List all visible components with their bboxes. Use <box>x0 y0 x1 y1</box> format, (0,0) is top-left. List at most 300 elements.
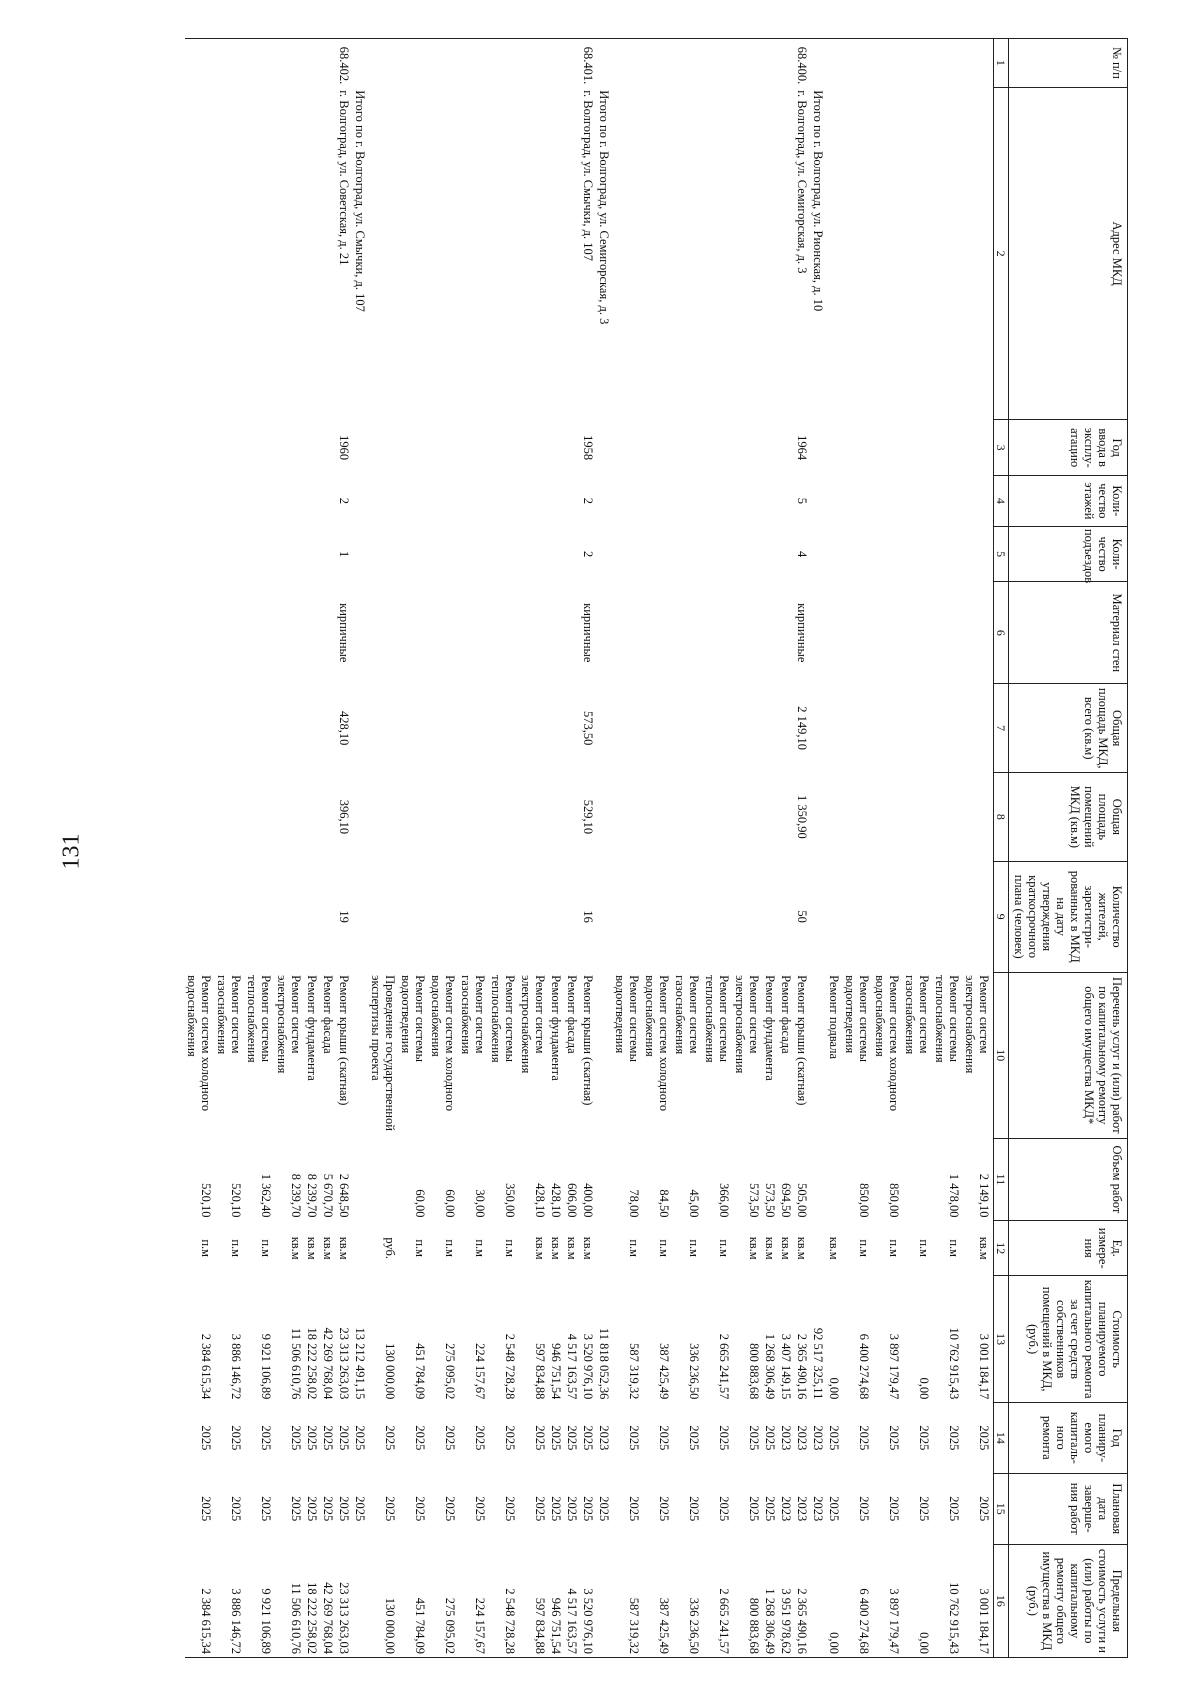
column-number-1: 1 <box>994 39 1009 88</box>
work-volume: 45,00 <box>687 1189 701 1218</box>
row-number <box>977 42 991 84</box>
work-cost: 2 548 728,28 <box>503 1333 517 1400</box>
work-name: Ремонт крыши (скатная) <box>337 975 351 1106</box>
table-row <box>733 39 763 1658</box>
work-end-year: 2025 <box>687 1496 701 1522</box>
work-unit: п.м <box>259 1239 273 1258</box>
total-cost: 11 818 052,36 <box>597 1327 611 1400</box>
entrances: 2 <box>581 550 595 558</box>
work-name: Ремонт систем холодного водоснабжения <box>429 975 457 1112</box>
page-number: 131 <box>58 833 85 870</box>
work-limit: 597 834,88 <box>533 1597 547 1654</box>
work-volume <box>827 1141 841 1217</box>
wall-material <box>977 585 991 681</box>
work-limit: 0,00 <box>827 1632 841 1654</box>
work-unit: кв.м <box>827 1236 841 1260</box>
area-rooms <box>977 776 991 859</box>
table-row <box>321 39 337 1658</box>
work-end-year: 2023 <box>795 1496 809 1522</box>
work-name: Ремонт системы теплоснабжения <box>245 975 273 1063</box>
work-volume: 1 478,00 <box>947 1173 961 1218</box>
work-end-year: 2025 <box>747 1496 761 1522</box>
work-plan-year: 2025 <box>857 1425 871 1451</box>
work-plan-year: 2025 <box>581 1425 595 1451</box>
work-name: Ремонт системы теплоснабжения <box>703 975 731 1063</box>
table-row <box>673 39 703 1658</box>
work-end-year: 2025 <box>305 1496 319 1522</box>
total-row <box>597 39 613 1658</box>
area-total <box>977 687 991 770</box>
work-plan-year: 2025 <box>977 1425 991 1451</box>
work-cost: 800 883,68 <box>747 1343 761 1400</box>
area-rooms: 396,10 <box>337 799 351 835</box>
column-header-8: Общая площадь помещений МКД (кв.м) <box>1009 773 1128 862</box>
work-limit: 2 548 728,28 <box>503 1588 517 1654</box>
work-unit: кв.м <box>321 1236 335 1260</box>
total-cost: 92 517 325,11 <box>811 1327 825 1400</box>
work-cost: 18 222 258,02 <box>305 1327 319 1400</box>
work-plan-year: 2025 <box>549 1425 563 1451</box>
work-limit: 9 921 106,89 <box>259 1588 273 1654</box>
table-row <box>429 39 459 1658</box>
table-row <box>565 39 581 1658</box>
work-end-year: 2025 <box>857 1496 871 1522</box>
work-limit: 3 886 146,72 <box>229 1588 243 1654</box>
column-header-11: Объем работ <box>1009 1138 1128 1220</box>
column-number-13: 13 <box>994 1276 1009 1402</box>
work-limit: 130 000,00 <box>383 1597 397 1654</box>
wall-material: кирпичные <box>795 603 809 663</box>
table-row <box>399 39 429 1658</box>
column-number-15: 15 <box>994 1473 1009 1544</box>
row-number: 68.400. <box>795 46 809 85</box>
work-cost: 224 157,67 <box>473 1343 487 1400</box>
table-row <box>185 39 215 1658</box>
column-number-2: 2 <box>994 87 1009 420</box>
work-limit: 387 425,49 <box>657 1597 671 1654</box>
work-cost: 3 407 149,15 <box>779 1333 793 1400</box>
work-plan-year: 2025 <box>887 1425 901 1451</box>
work-plan-year: 2025 <box>337 1425 351 1451</box>
work-name: Ремонт систем электроснабжения <box>519 975 547 1074</box>
column-number-5: 5 <box>994 526 1009 581</box>
work-volume: 2 648,50 <box>337 1173 351 1218</box>
work-name: Ремонт систем электроснабжения <box>733 975 761 1074</box>
work-plan-year: 2025 <box>321 1425 335 1451</box>
floors: 2 <box>337 497 351 504</box>
column-number-10: 10 <box>994 972 1009 1138</box>
table-row <box>519 39 549 1658</box>
work-cost: 587 319,32 <box>627 1343 641 1400</box>
work-unit: кв.м <box>763 1236 777 1260</box>
total-plan-year: 2025 <box>353 1425 367 1451</box>
work-limit: 224 157,67 <box>473 1597 487 1654</box>
column-number-3: 3 <box>994 420 1009 475</box>
work-limit: 3 897 179,47 <box>887 1588 901 1654</box>
address: г. Волгоград, ул. Смычки, д. 107 <box>581 90 595 262</box>
work-unit: п.м <box>917 1239 931 1258</box>
work-limit: 336 236,50 <box>687 1597 701 1654</box>
work-volume: 573,50 <box>763 1183 777 1218</box>
table-row <box>703 39 733 1658</box>
table-row <box>903 39 933 1658</box>
work-cost: 3 886 146,72 <box>229 1333 243 1400</box>
work-cost: 6 400 274,68 <box>857 1333 871 1400</box>
wall-material: кирпичные <box>337 603 351 663</box>
work-cost: 23 313 263,03 <box>337 1327 351 1400</box>
entrances: 4 <box>795 550 809 558</box>
work-name: Ремонт систем газоснабжения <box>673 975 701 1055</box>
work-end-year: 2025 <box>199 1496 213 1522</box>
work-unit: п.м <box>443 1239 457 1258</box>
work-plan-year: 2025 <box>413 1425 427 1451</box>
work-limit: 451 784,09 <box>413 1597 427 1654</box>
total-plan-year: 2023 <box>597 1425 611 1451</box>
work-volume: 8 239,70 <box>305 1173 319 1218</box>
work-unit: кв.м <box>533 1236 547 1260</box>
work-limit: 4 517 163,57 <box>565 1588 579 1654</box>
work-limit: 3 951 978,62 <box>779 1588 793 1654</box>
work-cost: 275 095,02 <box>443 1343 457 1400</box>
work-end-year: 2025 <box>413 1496 427 1522</box>
column-header-10: Перечень услуг и (или) работ по капитальному ремонту общего имущества МКД* <box>1009 972 1128 1138</box>
work-unit: кв.м <box>289 1236 303 1260</box>
table-row <box>581 39 597 1658</box>
work-volume: 520,10 <box>229 1183 243 1218</box>
work-plan-year: 2025 <box>533 1425 547 1451</box>
work-unit: п.м <box>657 1239 671 1258</box>
table-row <box>763 39 779 1658</box>
work-name: Ремонт фундамента <box>305 975 319 1081</box>
work-name: Ремонт фасада <box>779 975 793 1054</box>
work-volume: 428,10 <box>549 1183 563 1218</box>
work-plan-year: 2023 <box>779 1425 793 1451</box>
capital-repair-table <box>185 38 1128 1658</box>
work-volume: 694,50 <box>779 1183 793 1218</box>
work-volume: 400,00 <box>581 1183 595 1218</box>
work-cost: 451 784,09 <box>413 1343 427 1400</box>
table-row <box>873 39 903 1658</box>
work-end-year: 2025 <box>229 1496 243 1522</box>
work-plan-year: 2025 <box>473 1425 487 1451</box>
work-plan-year: 2025 <box>259 1425 273 1451</box>
table-row <box>827 39 843 1658</box>
work-cost: 2 665 241,57 <box>717 1333 731 1400</box>
column-number-7: 7 <box>994 684 1009 773</box>
work-plan-year: 2025 <box>687 1425 701 1451</box>
work-name: Ремонт фундамента <box>763 975 777 1081</box>
work-end-year: 2025 <box>657 1496 671 1522</box>
work-unit: п.м <box>887 1239 901 1258</box>
work-volume: 60,00 <box>443 1189 457 1218</box>
work-end-year: 2025 <box>289 1496 303 1522</box>
work-name: Ремонт фасада <box>565 975 579 1054</box>
residents <box>977 864 991 969</box>
work-cost: 597 834,88 <box>533 1343 547 1400</box>
work-cost: 946 751,54 <box>549 1343 563 1400</box>
floors: 5 <box>795 497 809 504</box>
work-limit: 23 313 263,03 <box>337 1582 351 1654</box>
work-name: Ремонт крыши (скатная) <box>581 975 595 1106</box>
work-end-year: 2025 <box>917 1496 931 1522</box>
column-header-1: № п/п <box>1009 39 1128 88</box>
work-unit: п.м <box>473 1239 487 1258</box>
work-cost: 11 506 610,76 <box>289 1327 303 1400</box>
work-plan-year: 2025 <box>763 1425 777 1451</box>
work-plan-year: 2025 <box>383 1425 397 1451</box>
work-plan-year: 2025 <box>947 1425 961 1451</box>
table-row <box>843 39 873 1658</box>
address <box>977 90 991 417</box>
table-row <box>643 39 673 1658</box>
work-limit: 800 883,68 <box>747 1597 761 1654</box>
work-end-year: 2025 <box>827 1496 841 1522</box>
work-name: Ремонт систем газоснабжения <box>459 975 487 1055</box>
table-row <box>305 39 321 1658</box>
work-name: Ремонт фасада <box>321 975 335 1054</box>
work-end-year: 2025 <box>887 1496 901 1522</box>
work-volume: 520,10 <box>199 1183 213 1218</box>
work-limit: 587 319,32 <box>627 1597 641 1654</box>
work-name: Ремонт подвала <box>827 975 841 1060</box>
work-plan-year: 2025 <box>443 1425 457 1451</box>
work-volume: 78,00 <box>627 1189 641 1218</box>
year-built: 1964 <box>795 435 809 461</box>
area-total: 573,50 <box>581 710 595 746</box>
area-rooms: 1 350,90 <box>795 795 809 839</box>
work-name: Ремонт крыши (скатная) <box>795 975 809 1106</box>
table-row <box>245 39 275 1658</box>
work-cost: 42 269 768,04 <box>321 1327 335 1400</box>
work-unit: п.м <box>503 1239 517 1258</box>
address: г. Волгоград, ул. Советская, д. 21 <box>337 90 351 266</box>
table-row <box>963 39 994 1658</box>
total-row <box>811 39 827 1658</box>
work-plan-year: 2025 <box>657 1425 671 1451</box>
work-limit: 0,00 <box>917 1632 931 1654</box>
work-unit: п.м <box>627 1239 641 1258</box>
work-unit: руб. <box>383 1237 397 1260</box>
residents: 16 <box>581 910 595 923</box>
work-unit: кв.м <box>549 1236 563 1260</box>
work-plan-year: 2023 <box>795 1425 809 1451</box>
work-unit: кв.м <box>337 1236 351 1260</box>
work-cost: 9 921 106,89 <box>259 1333 273 1400</box>
column-number-12: 12 <box>994 1220 1009 1275</box>
work-cost: 3 001 184,17 <box>977 1333 991 1400</box>
table-body <box>185 39 994 1658</box>
column-number-row <box>994 39 1009 1658</box>
row-number: 68.402. <box>337 46 351 85</box>
column-number-9: 9 <box>994 861 1009 972</box>
work-end-year: 2025 <box>581 1496 595 1522</box>
work-name: Ремонт систем электроснабжения <box>963 975 991 1074</box>
table-row <box>275 39 305 1658</box>
work-unit: кв.м <box>581 1236 595 1260</box>
work-unit: кв.м <box>977 1236 991 1260</box>
work-cost: 2 384 615,34 <box>199 1333 213 1400</box>
column-number-6: 6 <box>994 582 1009 684</box>
work-name: Ремонт системы теплоснабжения <box>489 975 517 1063</box>
work-name: Ремонт систем электроснабжения <box>275 975 303 1074</box>
work-end-year: 2025 <box>503 1496 517 1522</box>
work-name: Ремонт системы водоотведения <box>613 975 641 1062</box>
column-header-12: Ед. измере-ния <box>1009 1220 1128 1275</box>
column-number-14: 14 <box>994 1402 1009 1473</box>
work-name: Ремонт системы теплоснабжения <box>933 975 961 1063</box>
year-built <box>977 423 991 472</box>
work-volume: 606,00 <box>565 1183 579 1218</box>
column-number-11: 11 <box>994 1138 1009 1220</box>
work-end-year: 2025 <box>549 1496 563 1522</box>
column-header-13: Стоимость планируемого капитального ремонта за счет средств собственников помещений в МКД, (руб.) <box>1009 1276 1128 1402</box>
work-volume: 84,50 <box>657 1189 671 1218</box>
table-row <box>369 39 399 1658</box>
floors: 2 <box>581 497 595 504</box>
work-end-year: 2025 <box>565 1496 579 1522</box>
table-row <box>337 39 353 1658</box>
work-plan-year: 2025 <box>199 1425 213 1451</box>
table-row <box>613 39 643 1658</box>
work-name: Ремонт систем холодного водоснабжения <box>185 975 213 1112</box>
work-end-year: 2025 <box>977 1496 991 1522</box>
work-name: Ремонт систем газоснабжения <box>215 975 243 1055</box>
work-limit: 1 268 306,49 <box>763 1588 777 1654</box>
work-unit: кв.м <box>305 1236 319 1260</box>
work-cost: 4 517 163,57 <box>565 1333 579 1400</box>
total-end-year: 2023 <box>811 1496 825 1522</box>
year-built: 1958 <box>581 435 595 461</box>
work-plan-year: 2025 <box>289 1425 303 1451</box>
table-row <box>459 39 489 1658</box>
work-volume: 1 362,40 <box>259 1173 273 1218</box>
work-volume: 366,00 <box>717 1183 731 1218</box>
work-volume: 8 239,70 <box>289 1173 303 1218</box>
work-limit: 3 001 184,17 <box>977 1588 991 1654</box>
work-volume: 573,50 <box>747 1183 761 1218</box>
column-header-2: Адрес МКД <box>1009 87 1128 420</box>
work-volume: 5 670,70 <box>321 1173 335 1218</box>
work-cost: 2 365 490,16 <box>795 1333 809 1400</box>
column-header-5: Коли-чество подъездов <box>1009 526 1128 581</box>
work-unit: кв.м <box>779 1236 793 1260</box>
area-total: 428,10 <box>337 710 351 746</box>
table-row <box>779 39 795 1658</box>
column-header-4: Коли-чество этажей <box>1009 475 1128 526</box>
table-row <box>549 39 565 1658</box>
work-limit: 42 269 768,04 <box>321 1582 335 1654</box>
work-end-year: 2025 <box>443 1496 457 1522</box>
work-unit: кв.м <box>795 1236 809 1260</box>
rotated-table-sheet <box>78 38 1128 1658</box>
work-cost: 3 520 976,10 <box>581 1333 595 1400</box>
work-limit: 2 665 241,57 <box>717 1588 731 1654</box>
work-name: Ремонт систем холодного водоснабжения <box>873 975 901 1112</box>
column-number-16: 16 <box>994 1544 1009 1657</box>
work-cost: 1 268 306,49 <box>763 1333 777 1400</box>
work-unit: кв.м <box>747 1236 761 1260</box>
work-plan-year: 2025 <box>305 1425 319 1451</box>
work-plan-year: 2025 <box>717 1425 731 1451</box>
total-end-year: 2025 <box>597 1496 611 1522</box>
residents: 19 <box>337 910 351 923</box>
work-plan-year: 2025 <box>827 1425 841 1451</box>
work-cost: 130 000,00 <box>383 1343 397 1400</box>
work-unit: п.м <box>857 1239 871 1258</box>
work-limit: 6 400 274,68 <box>857 1588 871 1654</box>
residents: 50 <box>795 910 809 923</box>
work-end-year: 2025 <box>763 1496 777 1522</box>
work-name: Ремонт системы водоотведения <box>399 975 427 1062</box>
total-label: Итого по г. Волгоград, ул. Семигорская, д. 3 <box>597 90 611 325</box>
work-limit: 10 762 915,43 <box>947 1582 961 1654</box>
year-built: 1960 <box>337 435 351 461</box>
column-header-16: Предельная стоимость услуги и (или) работы по капитальному ремонту общего имущества в МКД (руб.) <box>1009 1544 1128 1657</box>
entrances: 1 <box>337 550 351 558</box>
floors <box>977 478 991 523</box>
work-volume: 30,00 <box>473 1189 487 1218</box>
work-limit: 11 506 610,76 <box>289 1582 303 1654</box>
work-end-year: 2025 <box>321 1496 335 1522</box>
work-limit: 3 520 976,10 <box>581 1588 595 1654</box>
column-header-14: Год планиру-емого капиталь-ного ремонта <box>1009 1402 1128 1473</box>
work-volume <box>383 1141 397 1217</box>
address: г. Волгоград, ул. Семигорская, д. 3 <box>795 90 809 274</box>
area-total: 2 149,10 <box>795 706 809 751</box>
work-limit: 2 365 490,16 <box>795 1588 809 1654</box>
work-cost: 10 762 915,43 <box>947 1327 961 1400</box>
column-header-15: Плановая дата заверше-ния работ <box>1009 1473 1128 1544</box>
work-end-year: 2025 <box>473 1496 487 1522</box>
table-row <box>933 39 963 1658</box>
total-plan-year: 2023 <box>811 1425 825 1451</box>
wall-material: кирпичные <box>581 603 595 663</box>
work-cost: 387 425,49 <box>657 1343 671 1400</box>
work-plan-year: 2025 <box>503 1425 517 1451</box>
entrances <box>977 529 991 578</box>
work-unit: п.м <box>687 1239 701 1258</box>
total-label: Итого по г. Волгоград, ул. Рионская, д. 10 <box>811 90 825 312</box>
column-header-6: Материал стен <box>1009 582 1128 684</box>
work-plan-year: 2025 <box>917 1425 931 1451</box>
area-rooms: 529,10 <box>581 799 595 835</box>
work-plan-year: 2025 <box>565 1425 579 1451</box>
total-row <box>353 39 369 1658</box>
work-limit: 275 095,02 <box>443 1597 457 1654</box>
column-number-8: 8 <box>994 773 1009 862</box>
work-volume: 2 149,10 <box>977 1173 991 1218</box>
work-unit: п.м <box>229 1239 243 1258</box>
work-name: Ремонт систем холодного водоснабжения <box>643 975 671 1112</box>
work-end-year: 2025 <box>337 1496 351 1522</box>
work-end-year: 2025 <box>717 1496 731 1522</box>
work-name: Ремонт системы водоотведения <box>843 975 871 1062</box>
work-name: Ремонт систем газоснабжения <box>903 975 931 1055</box>
work-unit: п.м <box>947 1239 961 1258</box>
work-limit: 2 384 615,34 <box>199 1588 213 1654</box>
work-end-year: 2025 <box>259 1496 273 1522</box>
work-cost: 0,00 <box>917 1377 931 1400</box>
work-unit: п.м <box>413 1239 427 1258</box>
work-unit: кв.м <box>565 1236 579 1260</box>
table-row <box>489 39 519 1658</box>
column-header-7: Общая площадь МКД, всего (кв.м) <box>1009 684 1128 773</box>
work-limit: 18 222 258,02 <box>305 1582 319 1654</box>
work-name: Ремонт фундамента <box>549 975 563 1081</box>
work-volume: 350,00 <box>503 1183 517 1218</box>
table-row <box>795 39 811 1658</box>
work-plan-year: 2025 <box>229 1425 243 1451</box>
